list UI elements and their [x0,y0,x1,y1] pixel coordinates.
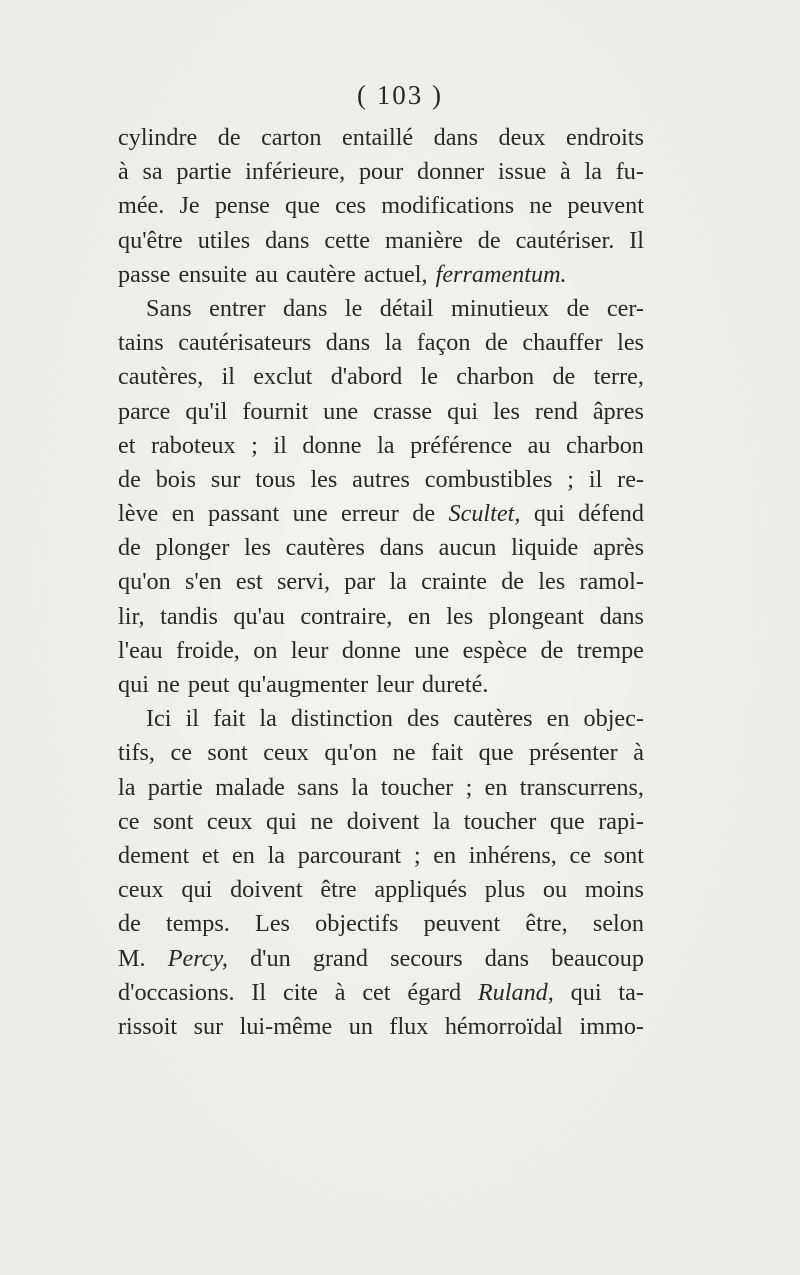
word: cautère [285,260,356,288]
word: objectifs [315,910,399,938]
page-number: ( 103 ) [357,80,443,110]
word: entaillé [341,124,414,151]
word: contraire, [300,602,393,630]
word: en [484,773,508,801]
word: présenter [529,739,618,767]
word: toucher [380,773,454,801]
word: sont [207,739,248,767]
word: au [527,431,551,459]
word: ; [251,431,258,459]
word: ; [413,841,421,869]
text-line [118,976,644,1010]
word: fait [430,739,464,767]
word: et [201,841,220,869]
word: passant [208,500,280,528]
word: ; [465,773,473,801]
word: mée. [118,192,165,220]
word: pour [358,158,404,186]
word: en [433,841,457,869]
text-line [118,907,644,941]
word: il [273,431,287,459]
word: combustibles [424,465,553,493]
word: cite [282,978,318,1006]
paragraph-3 [118,702,644,1044]
word: passe [118,260,171,288]
word: ceux [118,876,164,904]
text-line [118,224,644,258]
word: de [217,124,241,151]
word: fournit [242,397,309,425]
word: ou [542,876,568,904]
word: issue [497,158,547,186]
word: dureté. [421,671,489,698]
text-line [118,155,644,189]
word: espèce [462,636,528,664]
paragraph-2 [118,292,644,702]
word: servi, [276,568,331,596]
word: la [432,807,451,835]
word: doivent [230,876,303,904]
word: ceux [263,739,309,767]
text-line [118,1010,644,1044]
word: selon [592,910,644,938]
word: trempe [576,636,644,664]
word: que [285,192,320,220]
word: les [493,397,520,425]
word: ces [335,192,367,220]
word: terre, [593,363,644,391]
word: ta- [618,978,644,1006]
word: sont [603,841,644,869]
word: plonger [155,534,230,562]
word: qui [570,978,602,1006]
word: carton [261,124,322,151]
word: donne [341,636,401,664]
word: grand [312,944,368,972]
word: sa [142,158,163,186]
word: peuvent [567,192,644,220]
word: peuvent [423,910,501,938]
word: Scultet, [448,500,521,528]
word: cautériser. [515,226,615,254]
word: distinction [290,705,393,733]
word: en [407,602,431,630]
word: M. [118,944,146,972]
word: les [310,465,338,493]
word: dans [484,944,530,972]
word: cer- [606,294,644,322]
word: Il [251,978,267,1006]
word: fu- [615,158,644,186]
word: Les [255,910,290,938]
word: dans [599,602,644,630]
word: de [485,329,508,357]
word: erreur [341,500,399,528]
word: sur [210,465,241,493]
word: de [118,910,141,938]
word: le [344,294,363,322]
word: dement [118,841,190,869]
word: cautères, [118,363,204,391]
word: il [588,465,603,493]
word: à [633,739,644,767]
word: exclut [253,363,313,391]
word: de [477,226,501,254]
word: Je [179,192,200,220]
word: partie [176,158,232,186]
word: ensuite [178,260,247,288]
word: doivent [346,807,420,835]
word: pense [214,192,270,220]
word: des [407,705,440,733]
word: parcourant [297,841,402,869]
word: peut [187,671,230,698]
word: partie [147,773,203,801]
word: par [344,568,376,596]
word: ce [170,739,192,767]
word: le [420,363,438,391]
text-line [118,497,644,531]
word: les [538,568,566,596]
word: la [584,158,602,186]
word: s'en [184,568,222,596]
word: qui [181,876,213,904]
word: on [253,636,278,664]
word: de [566,294,590,322]
word: qu'on [324,739,378,767]
word: de [118,465,141,493]
word: inférieure, [245,158,346,186]
word: sans [297,773,339,801]
word: temps. [166,910,230,938]
word: tandis [160,602,218,630]
word: ne [156,671,180,698]
word: une [414,636,450,664]
word: la [259,705,277,733]
text-line [118,839,644,873]
word: bois [155,465,197,493]
body-text [118,121,644,1044]
word: qui [447,397,479,425]
text-line [118,463,644,497]
word: leur [290,636,329,664]
word: aucun [438,534,497,562]
word: ceux [206,807,253,835]
word: préférence [410,431,513,459]
text-line [118,736,644,770]
word: ce [118,807,140,835]
word: ce [569,841,591,869]
word: ne [529,192,553,220]
word: les [617,329,644,357]
word: après [592,534,644,562]
word: cylindre [118,124,198,151]
word: crainte [421,568,487,596]
word: Percy, [167,944,228,972]
text-line [118,942,644,976]
word: immo- [579,1012,644,1040]
word: en [546,705,570,733]
word: flux [389,1012,429,1040]
word: en [171,500,195,528]
word: Il [629,226,644,254]
word: Sans [146,294,192,322]
word: beaucoup [551,944,644,972]
word: ne [392,739,416,767]
word: qu'on [118,568,171,596]
word: de [540,636,564,664]
word: cette [324,226,371,254]
word: cautérisateurs [178,329,312,357]
word: il [185,705,200,733]
word: l'eau [118,636,163,664]
text-line [118,121,644,155]
text-line [118,873,644,907]
word: dans [265,226,310,254]
text-line [118,292,644,326]
text-line [118,531,644,565]
word: chauffer [522,329,603,357]
word: moins [584,876,644,904]
text-line [118,258,644,292]
word: de [412,500,436,528]
word: plus [484,876,526,904]
word: être, [525,910,568,938]
word: d'occasions. [118,978,235,1006]
word: à [334,978,346,1006]
word: les [244,534,271,562]
word: cautères [285,534,365,562]
word: sur [193,1012,224,1040]
word: toucher [463,807,537,835]
text-line [118,702,644,736]
text-line [118,326,644,360]
word: cautères [453,705,533,733]
word: liquide [511,534,579,562]
text-line [118,668,644,702]
word: objec- [583,705,644,733]
word: une [323,397,359,425]
word: Ruland, [477,978,554,1006]
word: être [320,876,357,904]
word: la [377,431,395,459]
word: utiles [197,226,251,254]
word: donner [417,158,485,186]
word: hémorroïdal [444,1012,564,1040]
word: dans [325,329,371,357]
word: secours [390,944,463,972]
word: ramol- [579,568,644,596]
word: fait [213,705,246,733]
word: lui-même [239,1012,333,1040]
word: tous [255,465,296,493]
word: inhérens, [468,841,557,869]
word: endroits [566,124,644,151]
word: la [351,773,369,801]
word: rissoit [118,1012,178,1040]
word: ne [310,807,334,835]
word: charbon [566,431,644,459]
word: rapi- [598,807,644,835]
word: en [232,841,255,869]
word: tifs, [118,739,155,767]
word: d'un [250,944,291,972]
word: qu'au [233,602,285,630]
word: deux [498,124,546,151]
word: raboteux [151,431,236,459]
text-line [118,771,644,805]
word: Ici [146,705,172,733]
word: la [267,841,286,869]
word: rend [534,397,578,425]
word: de [501,568,525,596]
text-line [118,360,644,394]
word: qui [118,671,149,698]
word: les [446,602,474,630]
word: la [384,329,403,357]
word: et [118,431,136,459]
word: un [348,1012,373,1040]
word: crasse [373,397,433,425]
word: appliqués [374,876,468,904]
word: qu'être [118,226,183,254]
word: dans [379,534,424,562]
word: manière [384,226,463,254]
word: re- [617,465,644,493]
text-line [118,429,644,463]
word: modifications [381,192,515,220]
word: d'abord [330,363,403,391]
word: cet [362,978,391,1006]
word: plongeant [488,602,585,630]
word: égard [407,978,462,1006]
word: charbon [456,363,535,391]
word: au [255,260,278,288]
word: dans [283,294,328,322]
word: dans [433,124,478,151]
word: la [118,773,136,801]
word: de [118,534,141,562]
word: détail [379,294,434,322]
text-line [118,805,644,839]
word: actuel, [363,260,428,288]
word: froide, [176,636,240,664]
text-line [118,600,644,634]
word: âpres [592,397,644,425]
word: il [221,363,236,391]
text-line [118,189,644,223]
word: sont [152,807,194,835]
word: leur [376,671,414,698]
word: est [235,568,263,596]
word: ; [567,465,574,493]
text-line [118,395,644,429]
word: tains [118,329,164,357]
word: lève [118,500,159,528]
word: de [552,363,576,391]
word: parce [118,397,171,425]
word: autres [352,465,410,493]
paragraph-1 [118,121,644,292]
word: malade [215,773,285,801]
word: minutieux [451,294,550,322]
word: défend [578,500,644,528]
word: ferramentum. [435,260,567,288]
word: qui [533,500,565,528]
word: une [292,500,328,528]
word: transcurrens, [519,773,644,801]
word: que [478,739,514,767]
word: lir, [118,602,145,630]
word: entrer [209,294,266,322]
word: à [560,158,571,186]
word: à [118,158,129,186]
text-line [118,634,644,668]
word: que [549,807,585,835]
word: la [389,568,407,596]
word: qui [265,807,297,835]
word: donne [302,431,362,459]
text-line [118,565,644,599]
word: qu'il [185,397,228,425]
word: qu'augmenter [237,671,369,698]
word: façon [416,329,471,357]
